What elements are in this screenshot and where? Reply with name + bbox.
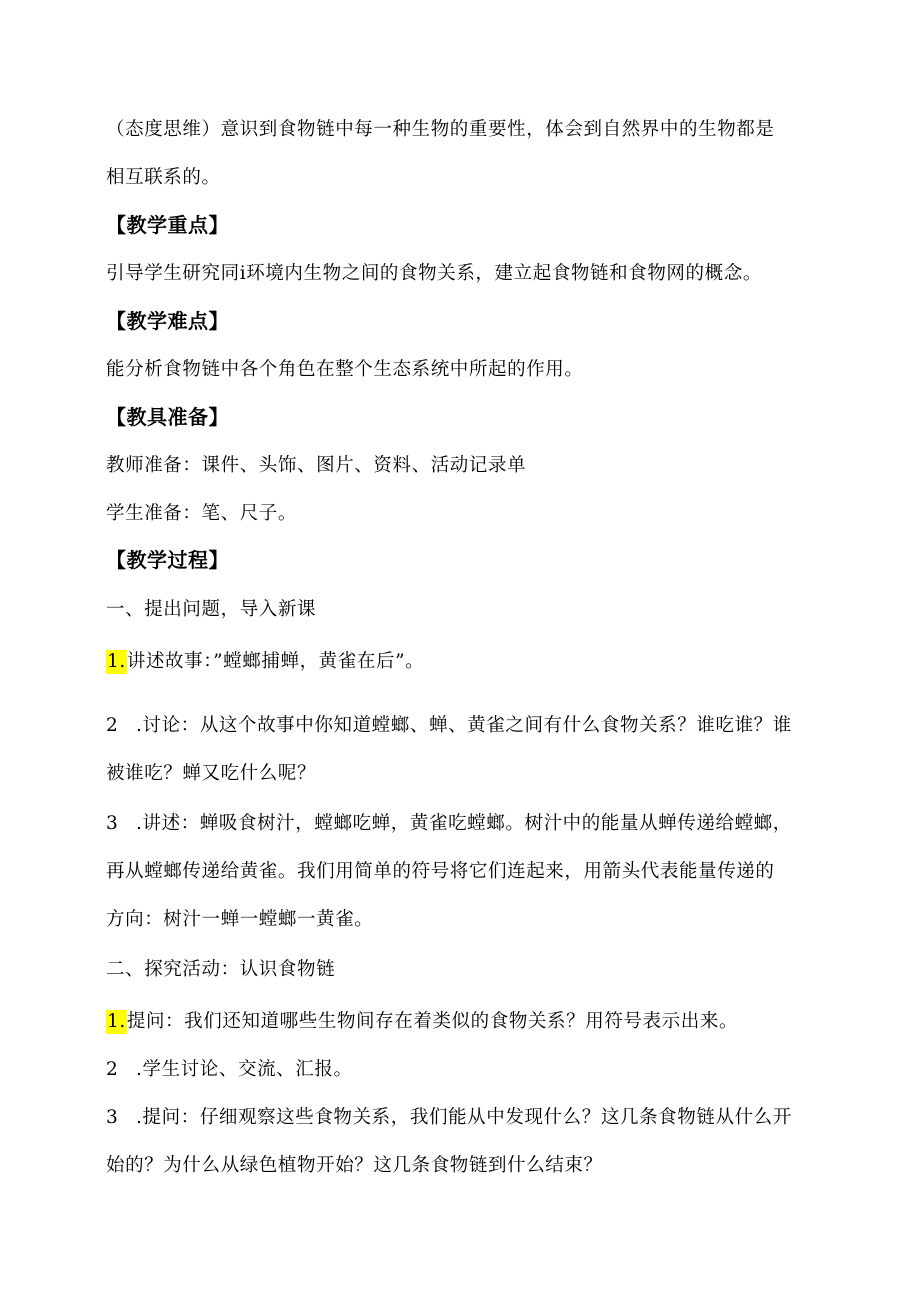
- section2-item-2: [106, 1058, 353, 1082]
- section1-title: 一、提出问题，导入新课: [106, 599, 317, 620]
- section1-item-2-line-2: 被谁吃？蝉又吃什么呢？: [106, 763, 317, 784]
- item-text: 讲述：蝉吸食树汁，螳螂吃蝉，黄雀吃螳螂。树汁中的能量从蝉传递给螳螂，: [142, 813, 792, 834]
- item-text: 讲述故事：”螳螂捕蝉，黄雀在后”。: [126, 651, 425, 672]
- process-heading: 【教学过程】: [106, 548, 229, 572]
- section1-item-3-line-3: 方向：树汁一蝉一螳螂一黄雀。: [106, 909, 374, 930]
- objective-line-2: 相互联系的。: [106, 167, 221, 188]
- item-separator: .: [136, 813, 143, 834]
- section2-item-3-line-2: 始的？为什么从绿色植物开始？这几条食物链到什么结束？: [106, 1155, 603, 1176]
- section2-item-1: [106, 1010, 738, 1034]
- item-separator: .: [136, 1107, 143, 1128]
- item-text: 提问：仔细观察这些食物关系，我们能从中发现什么？这几条食物链从什么开: [142, 1107, 792, 1128]
- difficulties-text: 能分析食物链中各个角色在整个生态系统中所起的作用。: [106, 359, 584, 380]
- item-text: 讨论：从这个故事中你知道螳螂、蝉、黄雀之间有什么食物关系？谁吃谁？谁: [142, 715, 792, 736]
- item-separator: .: [136, 1059, 143, 1080]
- materials-heading: 【教具准备】: [106, 405, 229, 429]
- section1-item-3-line-2: 再从螳螂传递给黄雀。我们用简单的符号将它们连起来，用箭头代表能量传递的: [106, 861, 775, 882]
- materials-student: 学生准备：笔、尺子。: [106, 503, 298, 524]
- section1-item-1: [106, 650, 424, 674]
- item-number-highlighted: 1.: [107, 651, 126, 672]
- materials-teacher: 教师准备：课件、头饰、图片、资料、活动记录单: [106, 455, 527, 476]
- difficulties-heading: 【教学难点】: [106, 309, 229, 333]
- objective-line-1: （态度思维）意识到食物链中每一种生物的重要性，体会到自然界中的生物都是: [106, 119, 775, 140]
- item-number-highlighted: 1.: [107, 1011, 126, 1032]
- item-number: 2: [106, 715, 119, 736]
- item-number: 2: [106, 1059, 119, 1080]
- item-text: 学生讨论、交流、汇报。: [142, 1059, 353, 1080]
- item-number: 3: [106, 1107, 119, 1128]
- section1-item-3-line-1: [106, 812, 792, 836]
- key-points-heading: 【教学重点】: [106, 213, 229, 237]
- item-text: 提问：我们还知道哪些生物间存在着类似的食物关系？用符号表示出来。: [126, 1011, 739, 1032]
- item-number: 3: [106, 813, 119, 834]
- item-separator: .: [136, 715, 143, 736]
- key-points-text: 引导学生研究同i环境内生物之间的食物关系，建立起食物链和食物网的概念。: [106, 263, 762, 284]
- section2-item-3-line-1: [106, 1106, 792, 1130]
- section1-item-2-line-1: [106, 714, 792, 738]
- section2-title: 二、探究活动：认识食物链: [106, 959, 336, 980]
